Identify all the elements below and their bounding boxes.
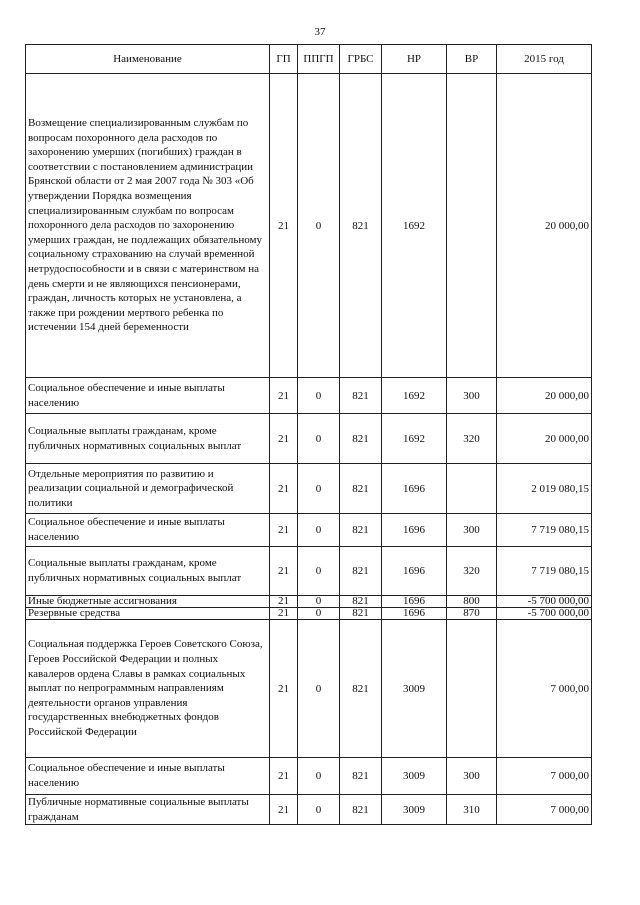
row-ppgp: 0 xyxy=(298,795,340,825)
row-ppgp: 0 xyxy=(298,414,340,464)
column-header-vr: ВР xyxy=(447,45,497,74)
row-name: Социальное обеспечение и иные выплаты населению xyxy=(26,758,270,795)
table-row xyxy=(26,414,592,464)
row-nr: 3009 xyxy=(382,758,447,795)
row-ppgp: 0 xyxy=(298,596,340,608)
table-header-row xyxy=(26,45,592,74)
row-name: Отдельные мероприятия по развитию и реализации социальной и демографической политики xyxy=(26,464,270,514)
row-name: Иные бюджетные ассигнования xyxy=(26,596,270,608)
row-grbs: 821 xyxy=(340,74,382,378)
row-name: Публичные нормативные социальные выплаты гражданам xyxy=(26,795,270,825)
row-vr xyxy=(447,620,497,758)
row-ppgp: 0 xyxy=(298,514,340,547)
row-name: Резервные средства xyxy=(26,608,270,620)
row-gp: 21 xyxy=(270,464,298,514)
table-row xyxy=(26,74,592,378)
row-grbs: 821 xyxy=(340,758,382,795)
row-nr: 3009 xyxy=(382,620,447,758)
row-amount: -5 700 000,00 xyxy=(497,608,592,620)
column-header-nr: НР xyxy=(382,45,447,74)
row-grbs: 821 xyxy=(340,464,382,514)
page-number: 37 xyxy=(314,26,326,38)
row-name: Социальное обеспечение и иные выплаты населению xyxy=(26,514,270,547)
row-nr: 1692 xyxy=(382,74,447,378)
row-vr: 300 xyxy=(447,758,497,795)
row-grbs: 821 xyxy=(340,608,382,620)
row-gp: 21 xyxy=(270,74,298,378)
table-row xyxy=(26,795,592,825)
row-name: Социальные выплаты гражданам, кроме публичных нормативных социальных выплат xyxy=(26,547,270,596)
row-gp: 21 xyxy=(270,414,298,464)
row-vr: 310 xyxy=(447,795,497,825)
row-grbs: 821 xyxy=(340,795,382,825)
row-nr: 1696 xyxy=(382,608,447,620)
row-gp: 21 xyxy=(270,596,298,608)
row-nr: 1692 xyxy=(382,378,447,414)
row-nr: 3009 xyxy=(382,795,447,825)
row-amount: 7 000,00 xyxy=(497,795,592,825)
table-row xyxy=(26,608,592,620)
row-amount: 20 000,00 xyxy=(497,74,592,378)
row-vr xyxy=(447,74,497,378)
row-amount: 20 000,00 xyxy=(497,378,592,414)
column-header-year: 2015 год xyxy=(497,45,592,74)
row-ppgp: 0 xyxy=(298,464,340,514)
row-gp: 21 xyxy=(270,547,298,596)
table-row xyxy=(26,464,592,514)
table-row xyxy=(26,596,592,608)
row-vr: 300 xyxy=(447,514,497,547)
row-amount: 2 019 080,15 xyxy=(497,464,592,514)
row-nr: 1692 xyxy=(382,414,447,464)
row-vr: 320 xyxy=(447,547,497,596)
row-grbs: 821 xyxy=(340,596,382,608)
row-gp: 21 xyxy=(270,608,298,620)
row-ppgp: 0 xyxy=(298,378,340,414)
row-vr: 800 xyxy=(447,596,497,608)
budget-table xyxy=(25,44,592,825)
row-gp: 21 xyxy=(270,795,298,825)
row-nr: 1696 xyxy=(382,596,447,608)
row-grbs: 821 xyxy=(340,620,382,758)
row-ppgp: 0 xyxy=(298,620,340,758)
row-amount: 7 719 080,15 xyxy=(497,547,592,596)
row-grbs: 821 xyxy=(340,547,382,596)
column-header-ppgp: ППГП xyxy=(298,45,340,74)
row-gp: 21 xyxy=(270,378,298,414)
table-row xyxy=(26,620,592,758)
row-vr: 300 xyxy=(447,378,497,414)
column-header-gp: ГП xyxy=(270,45,298,74)
row-ppgp: 0 xyxy=(298,608,340,620)
row-grbs: 821 xyxy=(340,514,382,547)
row-grbs: 821 xyxy=(340,378,382,414)
row-vr xyxy=(447,464,497,514)
row-ppgp: 0 xyxy=(298,74,340,378)
row-name: Социальные выплаты гражданам, кроме публичных нормативных социальных выплат xyxy=(26,414,270,464)
row-nr: 1696 xyxy=(382,514,447,547)
row-name: Возмещение специализированным службам по вопросам похоронного дела расходов по захоронению умерших (погибших) граждан в соответствии с постановлением администрации Брянской области от 2 мая 2007 года № 303 «Об утверждении Порядка возмещения специализированным службам по вопросам похоронного дела расходов по захоронению умерших граждан, не подлежащих обязательному социальному страхованию на случай временной нетрудоспособности и в связи с материнством на день смерти и не являющихся пенсионерами, граждан, личность которых не установлена, а также при рождении мертвого ребенка по истечении 154 дней беременности xyxy=(26,74,270,378)
column-header-grbs: ГРБС xyxy=(340,45,382,74)
row-amount: 20 000,00 xyxy=(497,414,592,464)
row-name: Социальная поддержка Героев Советского Союза, Героев Российской Федерации и полных кавалеров ордена Славы в рамках социальных выплат по непрограммным направлениям деятельности органов управления государственных внебюджетных фондов Российской Федерации xyxy=(26,620,270,758)
row-amount: 7 000,00 xyxy=(497,758,592,795)
row-gp: 21 xyxy=(270,620,298,758)
table-row xyxy=(26,547,592,596)
row-nr: 1696 xyxy=(382,464,447,514)
table-row xyxy=(26,514,592,547)
row-vr: 870 xyxy=(447,608,497,620)
table-row xyxy=(26,758,592,795)
column-header-name: Наименование xyxy=(26,45,270,74)
row-amount: 7 000,00 xyxy=(497,620,592,758)
row-grbs: 821 xyxy=(340,414,382,464)
row-vr: 320 xyxy=(447,414,497,464)
row-name: Социальное обеспечение и иные выплаты населению xyxy=(26,378,270,414)
row-ppgp: 0 xyxy=(298,547,340,596)
row-amount: 7 719 080,15 xyxy=(497,514,592,547)
table-row xyxy=(26,378,592,414)
row-nr: 1696 xyxy=(382,547,447,596)
row-gp: 21 xyxy=(270,514,298,547)
row-gp: 21 xyxy=(270,758,298,795)
row-ppgp: 0 xyxy=(298,758,340,795)
row-amount: -5 700 000,00 xyxy=(497,596,592,608)
